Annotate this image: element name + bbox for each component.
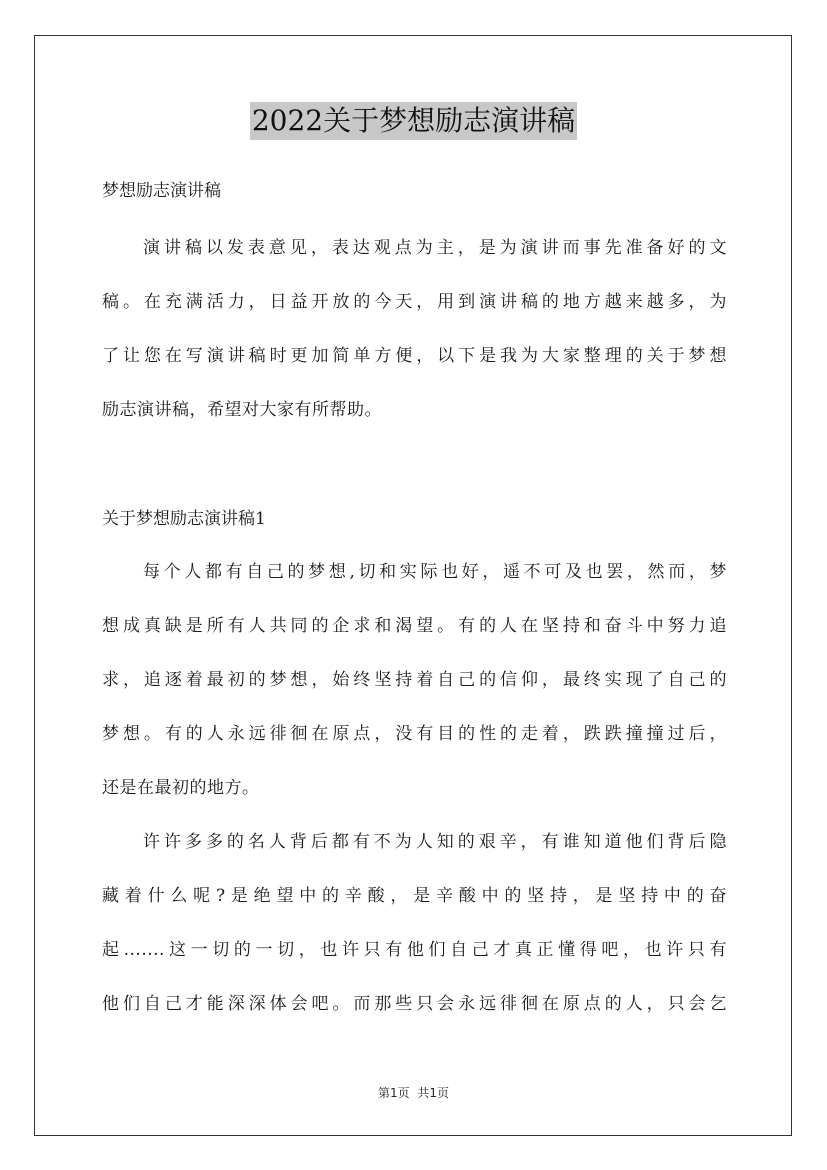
- paragraph-line: 演讲稿以发表意见，表达观点为主，是为演讲而事先准备好的文: [143, 238, 727, 258]
- page-number: 第1页: [377, 1086, 410, 1100]
- paragraph-line: 藏着什么呢?是绝望中的辛酸，是辛酸中的坚持，是坚持中的奋: [102, 886, 727, 906]
- intro-heading: 梦想励志演讲稿: [102, 181, 221, 201]
- paragraph-line: 每个人都有自己的梦想,切和实际也好，遥不可及也罢，然而，梦: [143, 562, 727, 582]
- section-1: [102, 509, 727, 529]
- paragraph-line: 想成真缺是所有人共同的企求和渴望。有的人在坚持和奋斗中努力追: [102, 616, 727, 636]
- intro-section: [102, 181, 727, 201]
- paragraph-line: 稿。在充满活力，日益开放的今天，用到演讲稿的地方越来越多，为: [102, 292, 727, 312]
- document-title: 2022关于梦想励志演讲稿: [250, 102, 577, 140]
- paragraph-line: 励志演讲稿，希望对大家有所帮助。: [102, 400, 382, 420]
- page-footer: [0, 1084, 827, 1101]
- paragraph-line: 他们自己才能深深体会吧。而那些只会永远徘徊在原点的人，只会乞: [102, 994, 727, 1014]
- section-1-paragraph-2: [102, 815, 727, 1031]
- paragraph-line: 梦想。有的人永远徘徊在原点，没有目的性的走着，跌跌撞撞过后，: [102, 724, 727, 744]
- intro-paragraph: [102, 221, 727, 437]
- page-total: 共1页: [417, 1086, 450, 1100]
- paragraph-line: 许许多多的名人背后都有不为人知的艰辛，有谁知道他们背后隐: [143, 832, 727, 852]
- title-container: [0, 102, 827, 140]
- paragraph-line: 还是在最初的地方。: [102, 778, 260, 798]
- section-1-heading: 关于梦想励志演讲稿1: [102, 509, 266, 529]
- section-1-paragraph-1: [102, 545, 727, 815]
- paragraph-line: 了让您在写演讲稿时更加简单方便，以下是我为大家整理的关于梦想: [102, 346, 727, 366]
- paragraph-line: 求，追逐着最初的梦想，始终坚持着自己的信仰，最终实现了自己的: [102, 670, 727, 690]
- paragraph-line: 起.......这一切的一切，也许只有他们自己才真正懂得吧，也许只有: [102, 940, 727, 960]
